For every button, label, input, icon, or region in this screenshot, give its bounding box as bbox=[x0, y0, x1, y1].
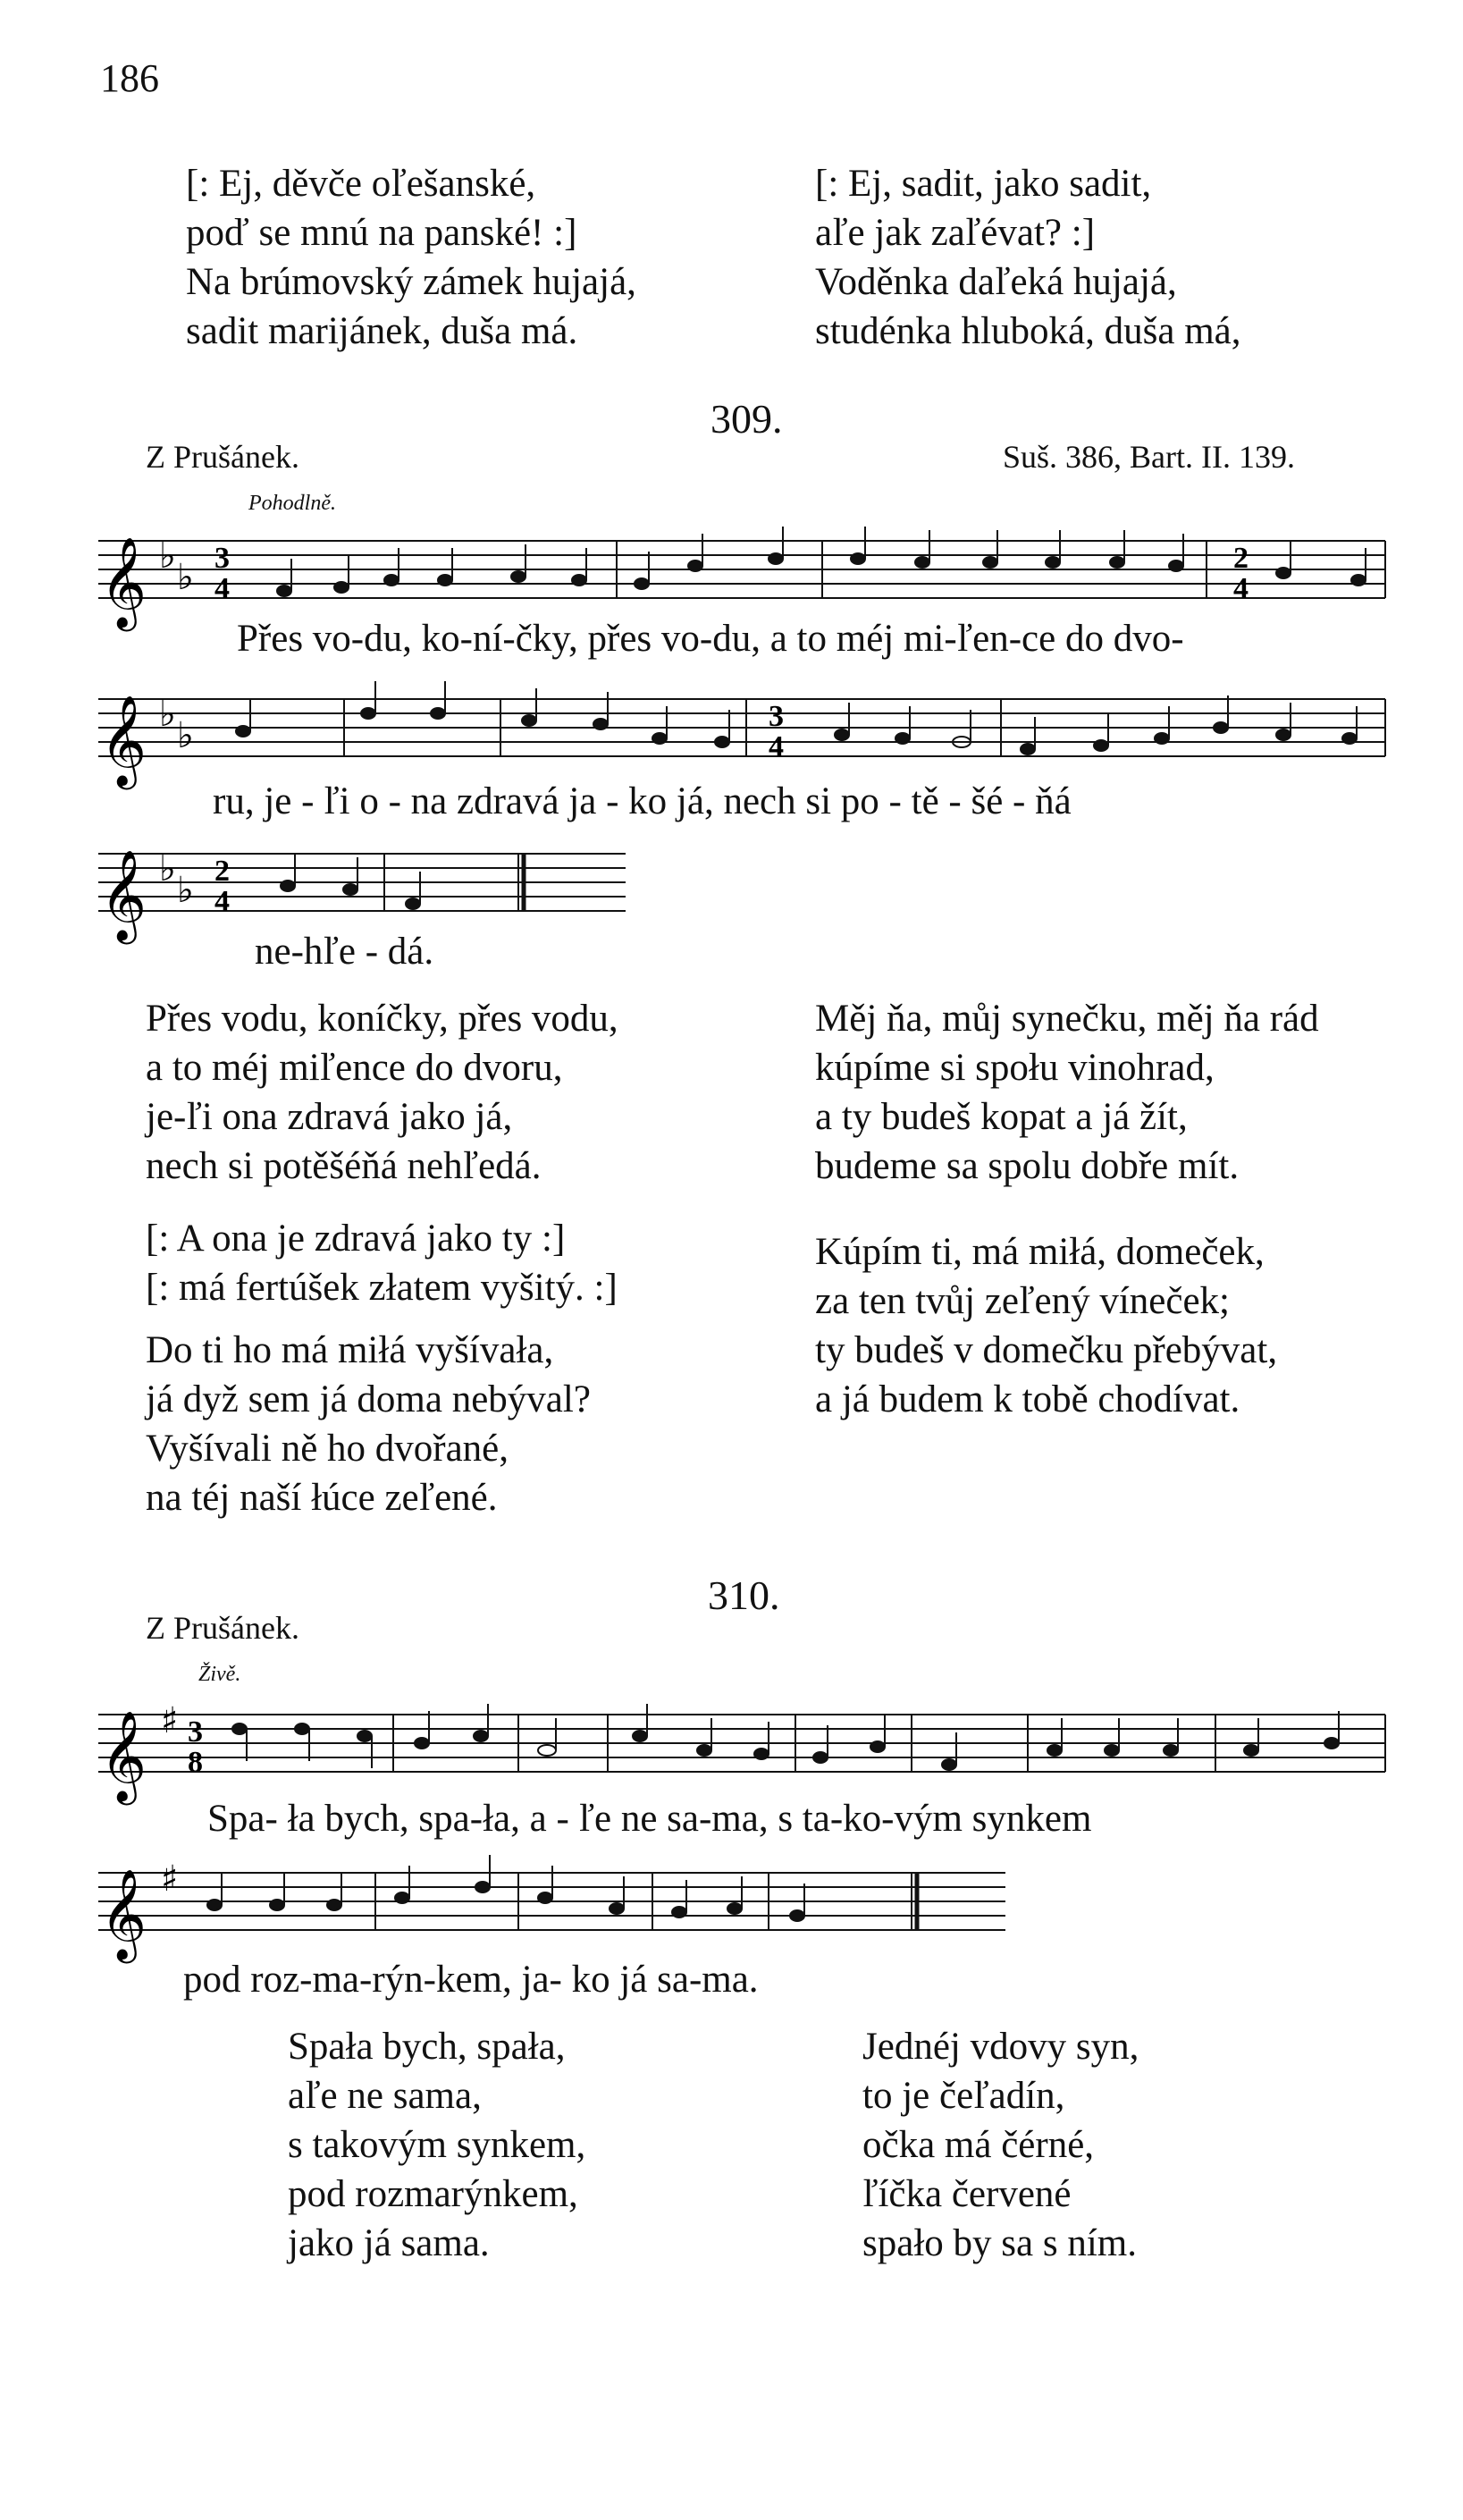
song-310-tempo: Živě. bbox=[198, 1663, 241, 1686]
treble-clef-icon: 𝄞 bbox=[100, 1709, 147, 1801]
song-309-number: 309. bbox=[710, 396, 783, 442]
song-309-lyrics-1: Přes vo-du, ko-ní-čky, přes vo-du, a to méj mi-ľen-ce do dvo- bbox=[237, 618, 1184, 660]
song-309-verse-left-1 bbox=[146, 994, 618, 1191]
flat-icon: ♭ bbox=[177, 870, 194, 911]
verse-line: to je čeľadín, bbox=[862, 2075, 1065, 2117]
song-309-verse-left-2 bbox=[146, 1214, 618, 1312]
time-signature-bottom: 4 bbox=[769, 730, 784, 763]
time-signature-bottom: 4 bbox=[214, 885, 230, 918]
sharp-icon: ♯ bbox=[161, 1858, 179, 1900]
verse-line: Přes vodu, koníčky, přes vodu, bbox=[146, 998, 618, 1040]
song-310-lyrics-1: Spa- ła bych, spa-ła, a - ľe ne sa-ma, s ta-ko-vým synkem bbox=[207, 1798, 1092, 1840]
staff-310-2 bbox=[0, 1855, 1072, 1962]
verse-line: Vyšívali ně ho dvořané, bbox=[146, 1428, 509, 1470]
time-signature-top: 3 bbox=[769, 700, 784, 733]
treble-clef-icon: 𝄞 bbox=[100, 1867, 147, 1960]
flat-icon: ♭ bbox=[177, 557, 194, 598]
song-310-verse-right bbox=[862, 2022, 1139, 2268]
verse-line: je-ľi ona zdravá jako já, bbox=[146, 1096, 513, 1138]
verse-line: Kúpím ti, má miłá, domeček, bbox=[815, 1231, 1265, 1273]
verse-line: jako já sama. bbox=[288, 2222, 490, 2264]
verse-line: a to méj miľence do dvoru, bbox=[146, 1047, 563, 1089]
song-309-verse-right-1 bbox=[815, 994, 1319, 1191]
song-309-verse-right-2 bbox=[815, 1227, 1277, 1424]
verse-line: očka má čérné, bbox=[862, 2124, 1095, 2166]
song-309-tempo: Pohodlně. bbox=[248, 492, 336, 515]
verse-line: kúpíme si społu vinohrad, bbox=[815, 1047, 1215, 1089]
staff-309-2 bbox=[0, 681, 1430, 788]
song-310-lyrics-2: pod roz-ma-rýn-kem, ja- ko já sa-ma. bbox=[183, 1959, 759, 2001]
verse-line: já dyž sem já doma nebýval? bbox=[146, 1378, 591, 1420]
verse-line: ľíčka červené bbox=[862, 2173, 1072, 2215]
song-309-verse-left-3 bbox=[146, 1326, 591, 1522]
verse-line: [: Ej, děvče oľešanské, bbox=[186, 163, 536, 205]
top-verse-right bbox=[815, 159, 1241, 356]
verse-line: pod rozmarýnkem, bbox=[288, 2173, 578, 2215]
song-309-lyrics-2: ru, je - ľi o - na zdravá ja - ko já, nech si po - tě - šé - ňá bbox=[213, 780, 1072, 822]
verse-line: sadit marijánek, duša má. bbox=[186, 310, 578, 352]
song-310-verse-left bbox=[288, 2022, 585, 2268]
verse-line: Voděnka daľeká hujajá, bbox=[815, 261, 1177, 303]
verse-line: Spała bych, spała, bbox=[288, 2026, 566, 2068]
flat-icon: ♭ bbox=[159, 694, 176, 735]
time-signature-bottom: 8 bbox=[188, 1746, 203, 1779]
verse-line: Do ti ho má miłá vyšívała, bbox=[146, 1329, 554, 1371]
song-309-lyrics-3: ne-hľe - dá. bbox=[255, 931, 434, 973]
time-signature-top: 2 bbox=[1233, 542, 1249, 575]
song-309-reference: Suš. 386, Bart. II. 139. bbox=[1003, 439, 1295, 475]
verse-line: studénka hluboká, duša má, bbox=[815, 310, 1241, 352]
verse-line: budeme sa spolu dobře mít. bbox=[815, 1145, 1240, 1187]
time-signature-top: 3 bbox=[214, 542, 230, 575]
page-number: 186 bbox=[100, 56, 159, 100]
staff-309-3 bbox=[0, 836, 643, 943]
time-signature-top: 3 bbox=[188, 1715, 203, 1749]
verse-line: ty budeš v domečku přebývat, bbox=[815, 1329, 1278, 1371]
verse-line: a já budem k tobě chodívat. bbox=[815, 1378, 1240, 1420]
verse-line: spało by sa s ním. bbox=[862, 2222, 1137, 2264]
verse-line: [: A ona je zdravá jako ty :] bbox=[146, 1218, 566, 1260]
verse-line: [: má fertúšek złatem vyšitý. :] bbox=[146, 1267, 618, 1309]
verse-line: aľe jak zaľévat? :] bbox=[815, 212, 1096, 254]
time-signature-top: 2 bbox=[214, 855, 230, 888]
verse-line: poď se mnú na panské! :] bbox=[186, 212, 577, 254]
treble-clef-icon: 𝄞 bbox=[100, 848, 147, 940]
verse-line: nech si potěšéňá nehľedá. bbox=[146, 1145, 542, 1187]
staff-309-1 bbox=[0, 523, 1430, 630]
treble-clef-icon: 𝄞 bbox=[100, 535, 147, 628]
flat-icon: ♭ bbox=[177, 715, 194, 756]
verse-line: a ty budeš kopat a já žít, bbox=[815, 1096, 1188, 1138]
flat-icon: ♭ bbox=[159, 848, 176, 889]
notes bbox=[277, 527, 1385, 598]
staff-310-1 bbox=[0, 1697, 1430, 1804]
song-310-origin: Z Prušánek. bbox=[146, 1610, 299, 1646]
verse-line: aľe ne sama, bbox=[288, 2075, 482, 2117]
verse-line: Jednéj vdovy syn, bbox=[862, 2026, 1139, 2068]
verse-line: [: Ej, sadit, jako sadit, bbox=[815, 163, 1152, 205]
sharp-icon: ♯ bbox=[161, 1700, 179, 1741]
flat-icon: ♭ bbox=[159, 535, 176, 577]
time-signature-bottom: 4 bbox=[214, 572, 230, 605]
verse-line: s takovým synkem, bbox=[288, 2124, 586, 2166]
time-signature-bottom: 4 bbox=[1233, 572, 1249, 605]
top-verse-left bbox=[186, 159, 636, 356]
treble-clef-icon: 𝄞 bbox=[100, 694, 147, 786]
verse-line: za ten tvůj zeľený víneček; bbox=[815, 1280, 1230, 1322]
song-309-origin: Z Prušánek. bbox=[146, 439, 299, 475]
verse-line: Měj ňa, můj synečku, měj ňa rád bbox=[815, 998, 1319, 1040]
verse-line: Na brúmovský zámek hujajá, bbox=[186, 261, 636, 303]
verse-line: na téj naší łúce zeľené. bbox=[146, 1477, 498, 1519]
song-310-number: 310. bbox=[708, 1572, 780, 1618]
